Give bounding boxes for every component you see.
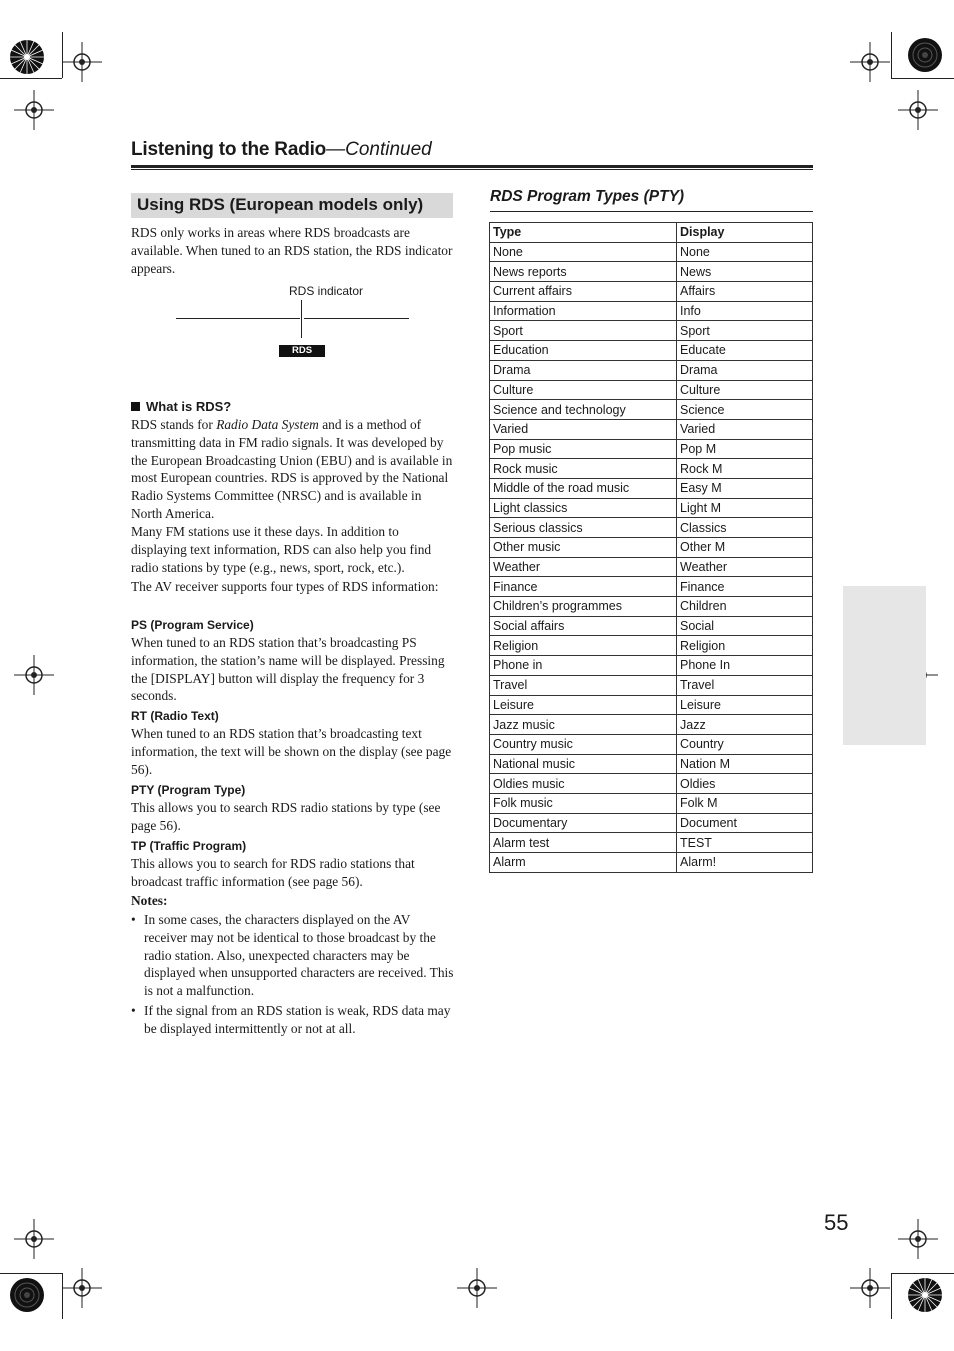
cell-display: Social bbox=[677, 616, 813, 636]
cell-type: Science and technology bbox=[490, 400, 677, 420]
cell-display: Sport bbox=[677, 321, 813, 341]
cell-display: Religion bbox=[677, 636, 813, 656]
cell-type: Leisure bbox=[490, 695, 677, 715]
running-head-title: Listening to the Radio bbox=[131, 139, 327, 160]
section-title: Using RDS (European models only) bbox=[137, 195, 424, 214]
cell-display: Leisure bbox=[677, 695, 813, 715]
bullet-icon: • bbox=[131, 1003, 136, 1018]
tp-text: This allows you to search for RDS radio stations that broadcast traffic information (see page 56). bbox=[131, 856, 415, 889]
table-row bbox=[490, 360, 813, 380]
column-header-type: Type bbox=[490, 223, 677, 243]
cell-display: Info bbox=[677, 301, 813, 321]
cell-type: Rock music bbox=[490, 459, 677, 479]
cell-display: Alarm! bbox=[677, 853, 813, 873]
notes-heading: Notes: bbox=[131, 893, 168, 908]
cell-display: Document bbox=[677, 813, 813, 833]
cell-display: Light M bbox=[677, 498, 813, 518]
table-row bbox=[490, 833, 813, 853]
table-row bbox=[490, 557, 813, 577]
crosshair-icon bbox=[850, 1268, 890, 1308]
cell-display: Country bbox=[677, 734, 813, 754]
table-row bbox=[490, 636, 813, 656]
running-head bbox=[131, 139, 813, 161]
cell-display: Phone In bbox=[677, 656, 813, 676]
cell-type: Travel bbox=[490, 675, 677, 695]
cell-type: Weather bbox=[490, 557, 677, 577]
cell-display: Affairs bbox=[677, 282, 813, 302]
table-row bbox=[490, 478, 813, 498]
registration-wheel-icon bbox=[906, 1276, 944, 1314]
section-heading bbox=[131, 193, 453, 218]
cell-display: Weather bbox=[677, 557, 813, 577]
cell-type: Varied bbox=[490, 419, 677, 439]
table-row bbox=[490, 321, 813, 341]
what-is-rds-paragraph-2: Many FM stations use it these days. In addition to displaying text information, RDS can also help you find radio stations by type (e.g., news, sport, rock, etc.). bbox=[131, 524, 432, 575]
cell-display: Folk M bbox=[677, 793, 813, 813]
registration-wheel-icon bbox=[906, 36, 944, 74]
cell-display: Classics bbox=[677, 518, 813, 538]
table-row bbox=[490, 439, 813, 459]
table-row bbox=[490, 518, 813, 538]
crosshair-icon bbox=[62, 42, 102, 82]
cell-display: Children bbox=[677, 597, 813, 617]
cell-display: Nation M bbox=[677, 754, 813, 774]
registration-wheel-icon bbox=[8, 1276, 46, 1314]
table-row bbox=[490, 675, 813, 695]
crosshair-icon bbox=[14, 1219, 54, 1259]
cell-display: Oldies bbox=[677, 774, 813, 794]
cell-display: News bbox=[677, 262, 813, 282]
what-is-rds-heading: What is RDS? bbox=[131, 399, 231, 414]
cell-type: Other music bbox=[490, 538, 677, 558]
table-row bbox=[490, 498, 813, 518]
pty-title-rule bbox=[490, 211, 813, 212]
cell-type: Culture bbox=[490, 380, 677, 400]
registration-wheel-icon bbox=[8, 38, 46, 76]
cell-type: Social affairs bbox=[490, 616, 677, 636]
cell-display: Other M bbox=[677, 538, 813, 558]
cell-type: Alarm bbox=[490, 853, 677, 873]
cell-type: Education bbox=[490, 341, 677, 361]
cell-display: TEST bbox=[677, 833, 813, 853]
cell-type: National music bbox=[490, 754, 677, 774]
table-row bbox=[490, 380, 813, 400]
table-row bbox=[490, 341, 813, 361]
cell-type: Serious classics bbox=[490, 518, 677, 538]
cell-type: Information bbox=[490, 301, 677, 321]
table-row bbox=[490, 459, 813, 479]
table-header-row bbox=[490, 223, 813, 243]
intro-paragraph: RDS only works in areas where RDS broadcasts are available. When tuned to an RDS station, the RDS indicator appears. bbox=[131, 225, 453, 276]
table-row bbox=[490, 597, 813, 617]
pty-table bbox=[489, 222, 813, 873]
page-number: 55 bbox=[824, 1210, 849, 1235]
bullet-icon: • bbox=[131, 912, 136, 927]
cell-display: Varied bbox=[677, 419, 813, 439]
table-row bbox=[490, 853, 813, 873]
cell-display: Culture bbox=[677, 380, 813, 400]
cell-display: Pop M bbox=[677, 439, 813, 459]
rds-indicator-label: RDS indicator bbox=[289, 284, 364, 298]
pty-text: This allows you to search RDS radio stations by type (see page 56). bbox=[131, 800, 441, 833]
column-header-display: Display bbox=[677, 223, 813, 243]
table-row bbox=[490, 616, 813, 636]
cell-type: Middle of the road music bbox=[490, 478, 677, 498]
table-row bbox=[490, 301, 813, 321]
table-row bbox=[490, 400, 813, 420]
cell-type: News reports bbox=[490, 262, 677, 282]
crosshair-icon bbox=[850, 42, 890, 82]
cell-type: Jazz music bbox=[490, 715, 677, 735]
cell-type: Documentary bbox=[490, 813, 677, 833]
note-item: • If the signal from an RDS station is weak, RDS data may be displayed intermittently or not at all. bbox=[131, 1003, 451, 1036]
tp-heading: TP (Traffic Program) bbox=[131, 839, 247, 853]
table-row bbox=[490, 793, 813, 813]
table-row bbox=[490, 774, 813, 794]
table-row bbox=[490, 813, 813, 833]
table-row bbox=[490, 419, 813, 439]
rds-badge: RDS bbox=[279, 345, 325, 357]
cell-type: Children’s programmes bbox=[490, 597, 677, 617]
section-tab bbox=[843, 586, 926, 745]
table-row bbox=[490, 262, 813, 282]
cell-display: None bbox=[677, 242, 813, 262]
cell-display: Drama bbox=[677, 360, 813, 380]
what-is-rds-paragraph-3: The AV receiver supports four types of RDS information: bbox=[131, 579, 439, 594]
rt-text: When tuned to an RDS station that’s broadcasting text information, the text will be shown on the display (see page 56). bbox=[131, 726, 452, 777]
header-rule-thin bbox=[131, 169, 813, 170]
note-item: • In some cases, the characters displayed on the AV receiver may not be identical to those broadcast by the radio station. Also, unexpected characters may be displayed when unsupported characters are received. This is not a malfunction. bbox=[131, 912, 454, 999]
crosshair-icon bbox=[62, 1268, 102, 1308]
ps-text: When tuned to an RDS station that’s broadcasting PS information, the station’s name will be displayed. Pressing the [DISPLAY] button will display the frequency for 3 seconds. bbox=[131, 635, 445, 704]
cell-display: Finance bbox=[677, 577, 813, 597]
cell-display: Jazz bbox=[677, 715, 813, 735]
cell-type: Phone in bbox=[490, 656, 677, 676]
table-row bbox=[490, 754, 813, 774]
crosshair-icon bbox=[457, 1268, 497, 1308]
cell-type: Pop music bbox=[490, 439, 677, 459]
table-row bbox=[490, 282, 813, 302]
running-head-continued: —Continued bbox=[326, 139, 432, 160]
cell-type: Country music bbox=[490, 734, 677, 754]
crosshair-icon bbox=[898, 90, 938, 130]
cell-type: Finance bbox=[490, 577, 677, 597]
cell-display: Travel bbox=[677, 675, 813, 695]
cell-display: Educate bbox=[677, 341, 813, 361]
cell-display: Easy M bbox=[677, 478, 813, 498]
ps-heading: PS (Program Service) bbox=[131, 618, 254, 632]
header-rule bbox=[131, 165, 813, 168]
crosshair-icon bbox=[14, 655, 54, 695]
cell-type: Drama bbox=[490, 360, 677, 380]
table-row bbox=[490, 656, 813, 676]
square-bullet-icon bbox=[131, 402, 140, 411]
pty-table-title: RDS Program Types (PTY) bbox=[490, 188, 685, 205]
table-row bbox=[490, 538, 813, 558]
cell-type: Religion bbox=[490, 636, 677, 656]
crosshair-icon bbox=[14, 90, 54, 130]
table-row bbox=[490, 242, 813, 262]
cell-type: Light classics bbox=[490, 498, 677, 518]
pty-table-body bbox=[490, 242, 813, 872]
crosshair-icon bbox=[898, 1219, 938, 1259]
cell-display: Rock M bbox=[677, 459, 813, 479]
cell-type: Alarm test bbox=[490, 833, 677, 853]
cell-type: Sport bbox=[490, 321, 677, 341]
cell-type: Current affairs bbox=[490, 282, 677, 302]
table-row bbox=[490, 734, 813, 754]
table-row bbox=[490, 577, 813, 597]
table-row bbox=[490, 695, 813, 715]
cell-type: Oldies music bbox=[490, 774, 677, 794]
rt-heading: RT (Radio Text) bbox=[131, 709, 219, 723]
what-is-rds-paragraph-1: RDS stands for Radio Data System and is a method of transmitting data in FM radio signals. It was developed by the European Broadcasting Union (EBU) and is available in most European countries. RDS is approved by the National Radio Systems Committee (NRSC) and is available in North America. bbox=[131, 417, 453, 521]
cell-type: Folk music bbox=[490, 793, 677, 813]
cell-type: None bbox=[490, 242, 677, 262]
pty-heading: PTY (Program Type) bbox=[131, 783, 246, 797]
cell-display: Science bbox=[677, 400, 813, 420]
table-row bbox=[490, 715, 813, 735]
